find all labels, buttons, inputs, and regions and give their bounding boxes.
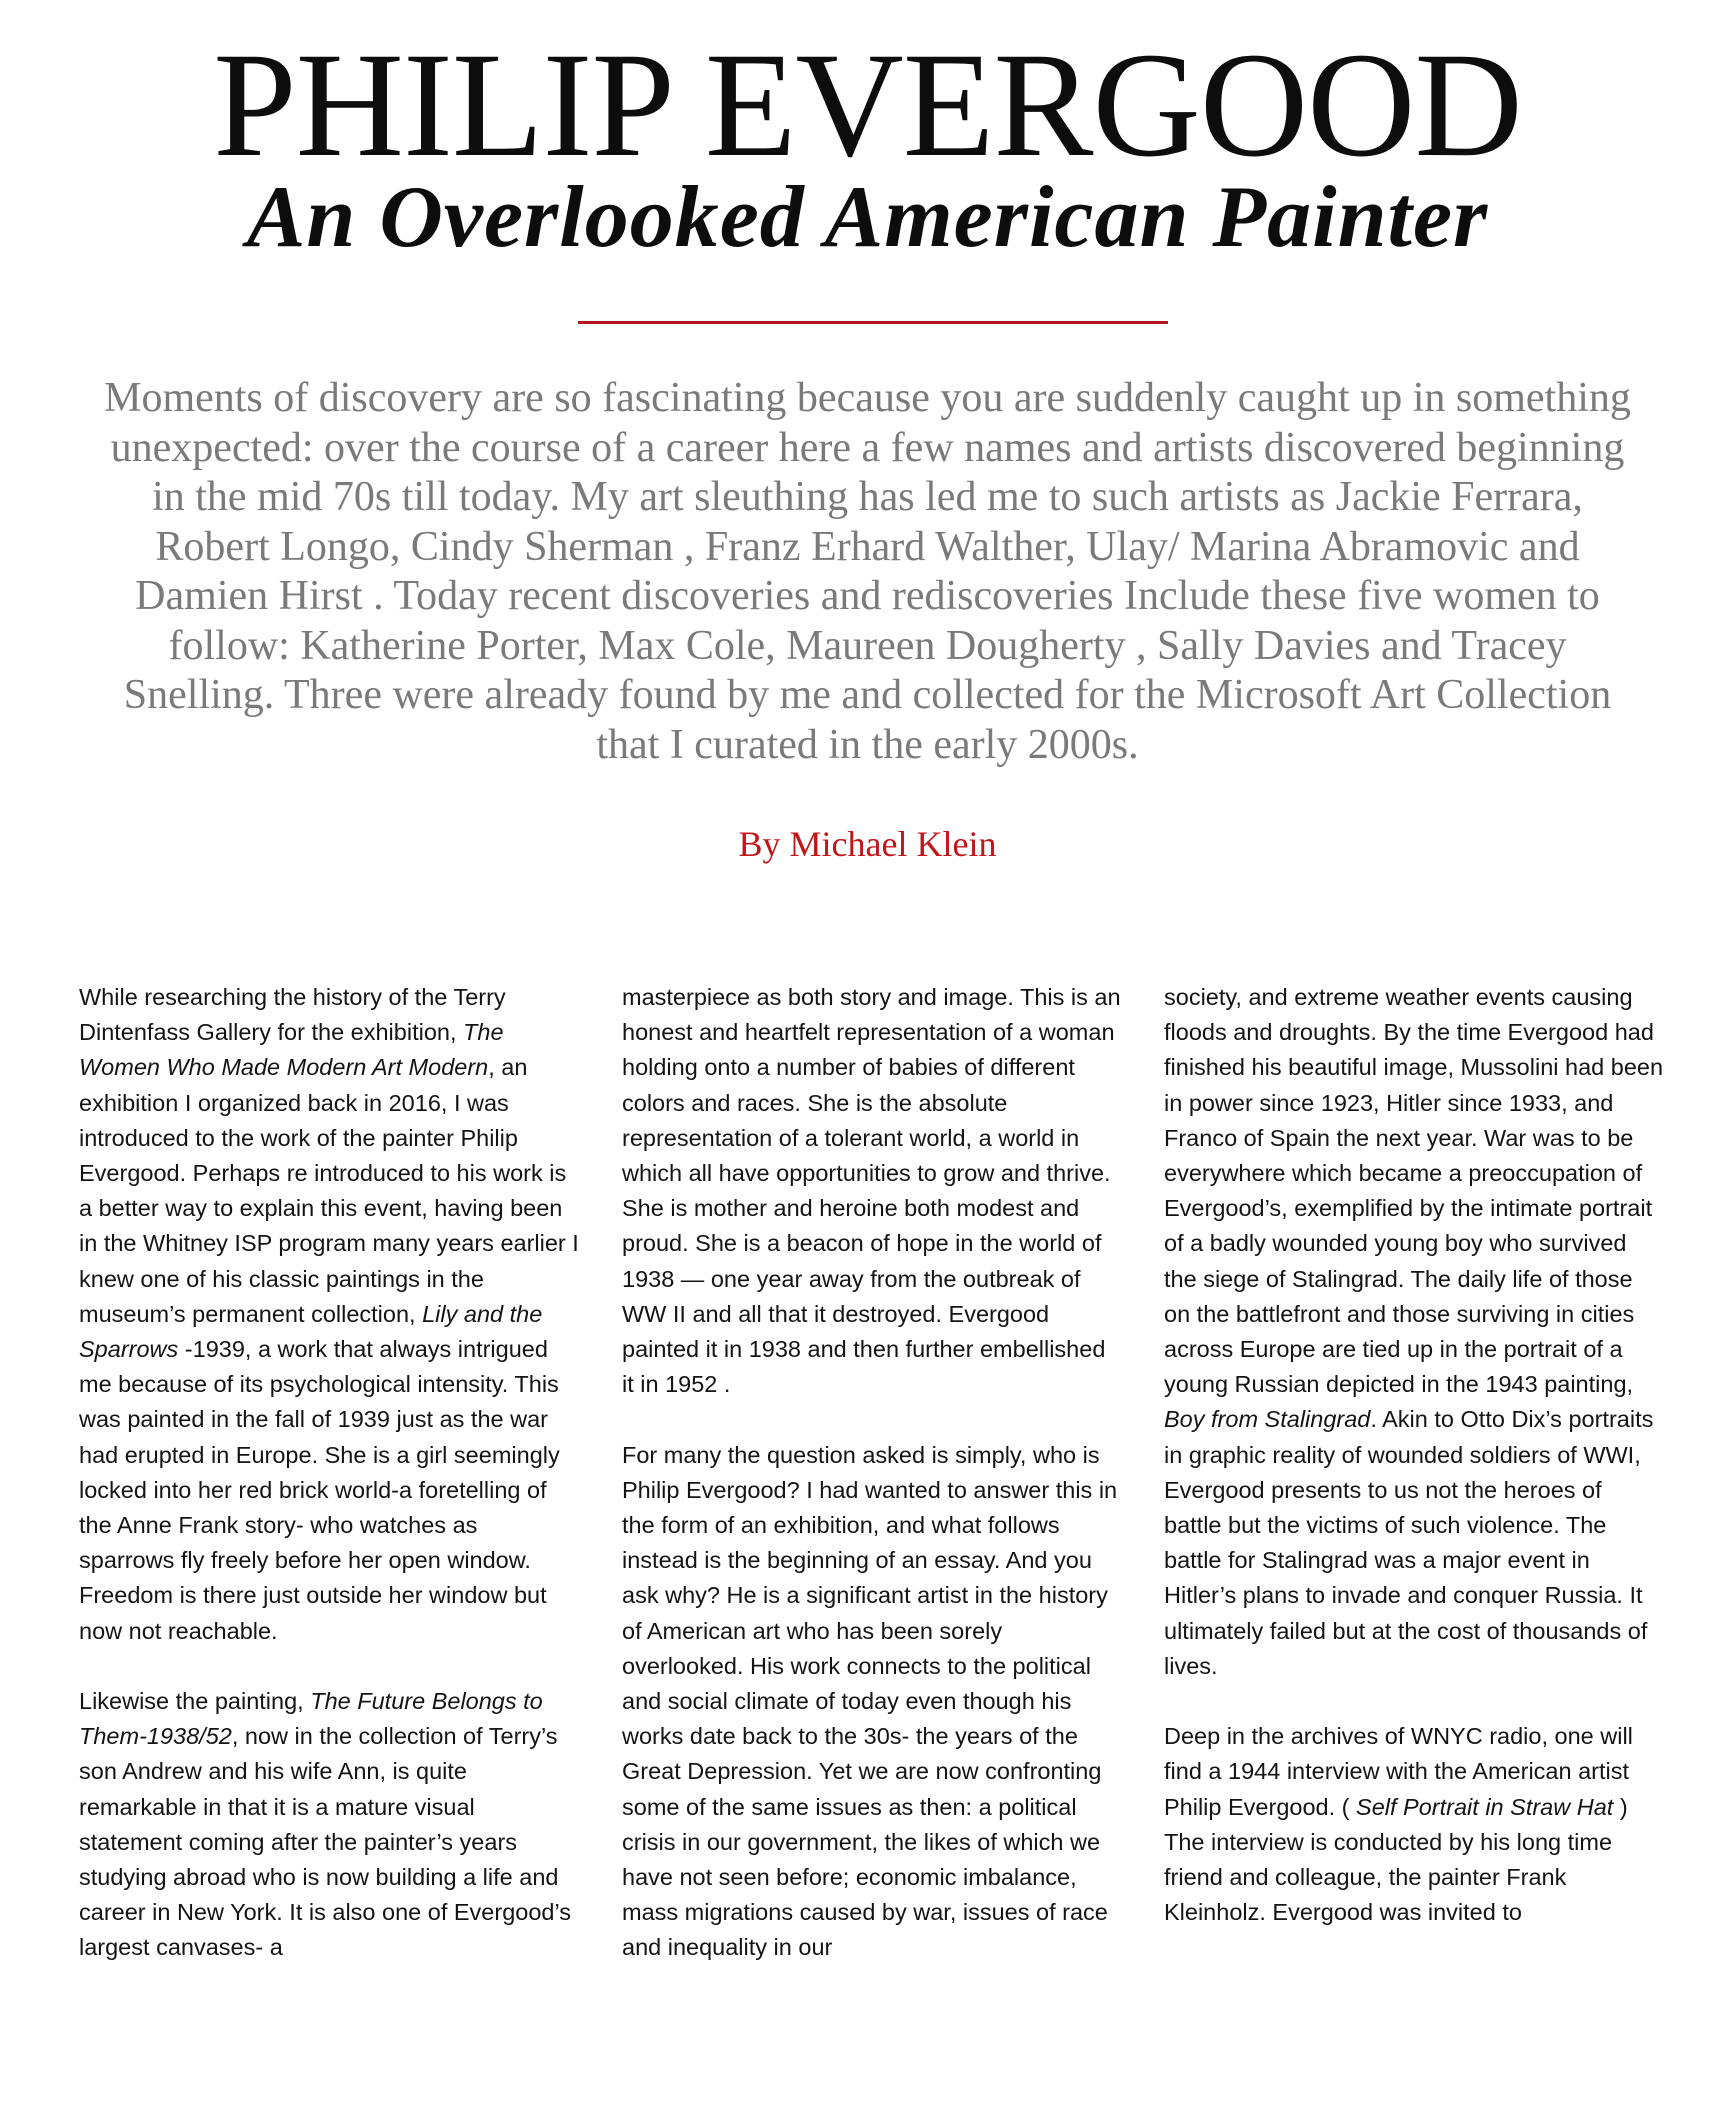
body-paragraph-4: [1164, 1719, 1664, 1930]
body-paragraph-1: [79, 980, 579, 1649]
text-run: ) The interview is conducted by his long time friend and colleague, the painter Frank Kleinholz. Evergood was invited to: [1164, 1793, 1628, 1926]
italic-title: Self Portrait in Straw Hat: [1356, 1793, 1614, 1820]
text-run: , an exhibition I organized back in 2016, I was introduced to the work of the painter Philip Evergood. Perhaps re introduced to his work is a better way to explain this event, having been in the Whitney ISP program many years earlier I knew one of his classic paintings in the museum’s permanent collection,: [79, 1054, 579, 1327]
title-divider: [578, 321, 1168, 324]
body-paragraph-3: [622, 1438, 1122, 1966]
author-byline: By Michael Klein: [738, 824, 997, 864]
text-run: , now in the collection of Terry’s son Andrew and his wife Ann, is quite remarkable in that it is a mature visual statement coming after the painter’s years studying abroad who is now building a life and career in New York. It is also one of Evergood’s largest canvases- a: [79, 1723, 572, 1961]
article-column-2: [622, 980, 1122, 2001]
text-run: Likewise the painting,: [79, 1688, 311, 1715]
article-column-1: [79, 980, 579, 2001]
text-run: -1939, a work that always intrigued me because of its psychological intensity. This was painted in the fall of 1939 just as the war had erupted in Europe. She is a girl seemingly locked into her red brick world-a foretelling of the Anne Frank story- who watches as sparrows fly freely before her open window. Freedom is there just outside her window but now not reachable.: [79, 1336, 560, 1644]
article-title: PHILIP EVERGOOD: [213, 22, 1522, 188]
body-paragraph-3-continued: [1164, 980, 1664, 1684]
italic-title: The Women Who Made Modern Art Modern: [79, 1019, 504, 1081]
italic-title: Lily and the Sparrows: [79, 1300, 543, 1363]
text-run: society, and extreme weather events causing floods and droughts. By the time Evergood had finished his beautiful image, Mussolini had been in power since 1923, Hitler since 1933, and Franco of Spain the next year. War was to be everywhere which became a preoccupation of Evergood’s, exemplified by the intimate portrait of a badly wounded young boy who survived the siege of Stalingrad. The daily life of those on the battlefront and those surviving in cities across Europe are tied up in the portrait of a young Russian depicted in the 1943 painting,: [1164, 984, 1664, 1398]
italic-title: Boy from Stalingrad: [1164, 1406, 1371, 1433]
text-run: For many the question asked is simply, who is Philip Evergood? I had wanted to answer this in the form of an exhibition, and what follows instead is the beginning of an essay. And you ask why? He is a significant artist in the history of American art who has been sorely overlooked. His work connects to the political and social climate of today even though his works date back to the 30s- the years of the Great Depression. Yet we are now confronting some of the same issues as then: a political crisis in our government, the likes of which we have not seen before; economic imbalance, mass migrations caused by war, issues of race and inequality in our: [622, 1441, 1118, 1961]
text-run: Deep in the archives of WNYC radio, one will find a 1944 interview with the American artist Philip Evergood. (: [1164, 1723, 1633, 1820]
body-paragraph-2: [79, 1684, 579, 1966]
intro-paragraph: Moments of discovery are so fascinating because you are suddenly caught up in something unexpected: over the course of a career here a few names and artists discovered beginning in the mid 70s till today. My art sleuthing has led me to such artists as Jackie Ferrara, Robert Longo, Cindy Sherman , Franz Erhard Walther, Ulay/ Marina Abramovic and Damien Hirst . Today recent discoveries and rediscoveries Include these five women to follow: Katherine Porter, Max Cole, Maureen Dougherty , Sally Davies and Tracey Snelling. Three were already found by me and collected for the Microsoft Art Collection that I curated in the early 2000s.: [104, 375, 1631, 768]
italic-title: The Future Belongs to Them-1938/52: [79, 1688, 543, 1750]
body-paragraph-2-continued: [622, 980, 1122, 1402]
text-run: . Akin to Otto Dix’s portraits in graphic reality of wounded soldiers of WWI, Evergood presents to us not the heroes of battle but the victims of such violence. The battle for Stalingrad was a major event in Hitler’s plans to invade and conquer Russia. It ultimately failed but at the cost of thousands of lives.: [1164, 1406, 1654, 1679]
article-subtitle: An Overlooked American Painter: [246, 169, 1489, 266]
text-run: masterpiece as both story and image. This is an honest and heartfelt representation of a woman holding onto a number of babies of different colors and races. She is the absolute representation of a tolerant world, a world in which all have opportunities to grow and thrive. She is mother and heroine both modest and proud. She is a beacon of hope in the world of 1938 — one year away from the outbreak of WW II and all that it destroyed. Evergood painted it in 1938 and then further embellished it in 1952 .: [622, 984, 1121, 1398]
text-run: While researching the history of the Terry Dintenfass Gallery for the exhibition,: [79, 984, 506, 1046]
article-column-3: [1164, 980, 1664, 1966]
